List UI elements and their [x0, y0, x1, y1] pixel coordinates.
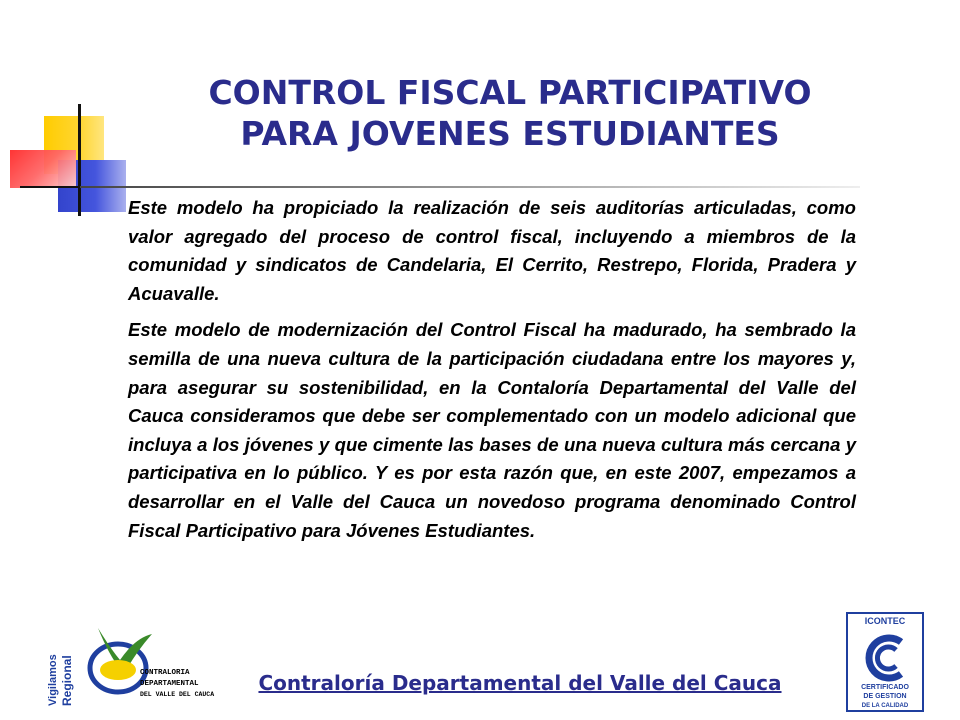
- title-line-2: PARA JOVENES ESTUDIANTES: [240, 114, 780, 153]
- slide-title: [130, 72, 890, 154]
- icontec-text-2: DE GESTION: [863, 693, 907, 700]
- icontec-text-3: DE LA CALIDAD: [861, 703, 909, 709]
- decorative-vertical-line: [78, 104, 81, 216]
- icontec-text-1: CERTIFICADO: [861, 684, 909, 691]
- org-text-line-2: DEPARTAMENTAL: [140, 680, 199, 688]
- emblem-center: [100, 660, 136, 680]
- org-text-line-1: CONTRALORIA: [140, 669, 190, 677]
- org-text-line-3: DEL VALLE DEL CAUCA: [140, 691, 215, 698]
- icontec-name: ICONTEC: [864, 616, 906, 626]
- body-paragraph-1: Este modelo ha propiciado la realización de seis auditorías articuladas, como valor agregado del proceso de control fiscal, incluyendo a miembros de la comunidad y sindicatos de Candelaria, El Cerrito, Restrepo, Florida, Pradera y Acuavalle.: [128, 197, 856, 304]
- title-underline-rule: [80, 186, 860, 188]
- contraloria-logo: [40, 618, 230, 710]
- logo-vertical-text-1: Vigilamos: [47, 654, 59, 706]
- icontec-logo: [846, 612, 924, 712]
- title-line-1: CONTROL FISCAL PARTICIPATIVO: [208, 73, 812, 112]
- decorative-red-square: [10, 150, 76, 188]
- body-paragraph-2: Este modelo de modernización del Control Fiscal ha madurado, ha sembrado la semilla de una nueva cultura de la participación ciudadana entre los mayores y, para asegurar su sostenibilidad, en la Contaloría Departamental del Valle del Cauca consideramos que debe ser complementado con un modelo adicional que incluya a los jóvenes y que cimente las bases de una nueva cultura más cercana y participativa en lo público. Y es por esta razón que, en este 2007, empezamos a desarrollar en el Valle del Cauca un novedoso programa denominado Control Fiscal Participativo para Jóvenes Estudiantes.: [128, 319, 856, 541]
- logo-vertical-text-2: Regional: [60, 655, 74, 706]
- contraloria-link[interactable]: Contraloría Departamental del Valle del Cauca: [258, 671, 782, 695]
- slide-body: [128, 194, 856, 553]
